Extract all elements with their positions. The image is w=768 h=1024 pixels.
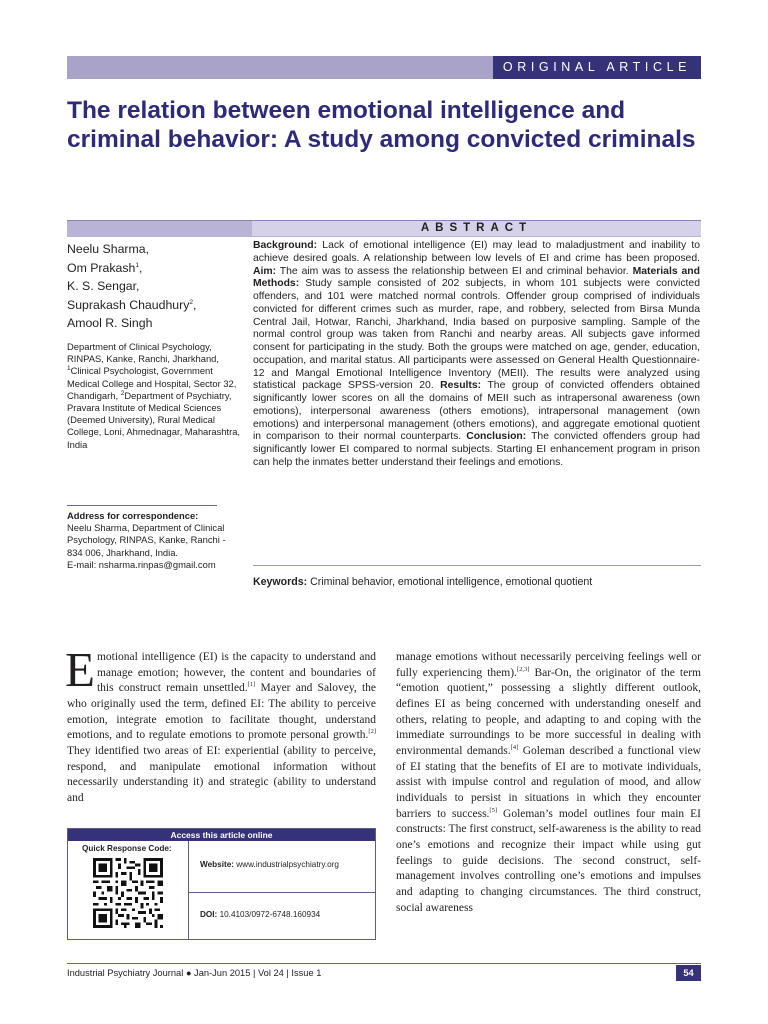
section-label: ORIGINAL ARTICLE <box>493 56 701 79</box>
article-title: The relation between emotional intelligence and criminal behavior: A study among convicted criminals <box>67 97 696 153</box>
doi-link[interactable]: DOI: 10.4103/0972-6748.160934 <box>200 910 321 919</box>
author: Amool R. Singh <box>67 316 153 330</box>
qr-code-icon[interactable] <box>93 858 163 928</box>
access-heading: Access this article online <box>68 829 375 841</box>
divider <box>188 892 376 893</box>
divider <box>188 841 189 940</box>
correspondence-email: E-mail: nsharma.rinpas@gmail.com <box>67 558 216 570</box>
correspondence <box>67 510 242 571</box>
section-banner <box>67 56 701 79</box>
journal-footer: Industrial Psychiatry Journal ● Jan-Jun 2015 | Vol 24 | Issue 1 <box>67 968 322 978</box>
body-column-left: Emotional intelligence (EI) is the capacity to understand and manage emotion; however, the content and boundaries of this construct remain unsettled.[1] Mayer and Salovey, the who originally used the term, defined EI: The ability to perceive emotion, integrate emotion to facilitate thought, understand emotions, and to regulate emotions to promote personal growth.[2] They identified two areas of EI: experiential (ability to perceive, respond, and manipulate emotional information without necessarily understanding it) and strategic (ability to understand and <box>65 642 376 804</box>
keywords: Keywords: Criminal behavior, emotional intelligence, emotional quotient <box>253 576 593 588</box>
qr-label: Quick Response Code: <box>82 844 172 853</box>
author: Om Prakash$^1$, <box>67 260 143 275</box>
access-article-box <box>67 828 376 940</box>
divider <box>253 565 701 566</box>
author: Neelu Sharma, <box>67 242 150 256</box>
author: K. S. Sengar, <box>67 279 140 293</box>
footer-divider <box>67 963 701 964</box>
abstract-heading: ABSTRACT <box>252 221 701 236</box>
website-link[interactable]: Website: www.industrialpsychiatry.org <box>200 860 339 869</box>
body-column-right: manage emotions without necessarily perceiving feelings well or fully experiencing them).[2,3] Bar-On, the originator of the term “emotion quotient,” possessing a slightly different outlook, defines EI as being concerned with understanding oneself and others, relating to people, and adapting to and coping with the immediate surroundings to be more successful in dealing with environmental demands.[4] Goleman described a functional view of EI stating that the benefits of EI are to motivate individuals, assist with impulse control and regulation of mood, and allow individuals to persist in situations in which they encounter barriers to success.[5] Goleman’s model outlines four main EI constructs: The first construct, self-awareness is the ability to read one’s emotions and recognize their impact while using gut feelings to guide decisions. The second construct, self-management involves controlling one’s emotions and impulses and adapting to changing circumstances. The third construct, social awareness <box>396 651 702 914</box>
page-number: 54 <box>676 965 701 981</box>
abstract-text: Background: Lack of emotional intelligence (EI) may lead to maladjustment and inability to achieve desired goals. A relationship between low levels of EI and crime has been proposed. Aim: The aim was to assess the relationship between EI and criminal behavior. Materials and Methods: Study sample consisted of 202 subjects, in whom 101 subjects were convicted offenders, and 101 were matched normal controls. Offender group comprised of individuals convicted for different crimes such as murder, rape, and robbery, selected from Birsa Munda Central Jail, Hotwar, Ranchi, Jharkhand, India based on purposive sampling. Sample of the normal control group was taken from Ranchi and nearby areas. All subjects gave informed consent for participating in the study. Both the groups were matched on age, gender, education, occupation, and marital status. All participants were assessed on General Health Questionnaire-12 and Mangal Emotional Intelligence Inventory (MEII). The results were analyzed using statistical package SPSS-version 20. Results: The group of convicted offenders obtained significantly lower scores on all the domains of MEII such as intrapersonal awareness (own emotions), interpersonal awareness (others emotions), intrapersonal management (own emotions) and interpersonal management (others emotions), and aggregate emotional quotient in comparison to their normal counterparts. Conclusion: The convicted offenders group had significantly lower EI compared to normal subjects. Starting EI enhancement program in prison can help the inmates better understand their feelings and emotions. <box>253 240 700 468</box>
author-list <box>67 240 247 333</box>
author: Suprakash Chaudhury$^2$, <box>67 297 197 312</box>
affiliations: Department of Clinical Psychology, RINPAS, Kanke, Ranchi, Jharkhand, $^1$Clinical Psychologist, Government Medical College and Hospital, Sector 32, Chandigarh, $^2$Department of Psychiatry, Pravara Institute of Medical Sciences (Deemed University), Rural Medical College, Loni, Ahmednagar, Maharashtra, India <box>67 341 241 450</box>
divider <box>67 505 217 506</box>
drop-cap: E <box>65 642 95 697</box>
correspondence-label: Address for correspondence: <box>67 510 199 521</box>
correspondence-address: Neelu Sharma, Department of Clinical Psychology, RINPAS, Kanke, Ranchi - 834 006, Jharkhand, India. <box>67 522 226 558</box>
